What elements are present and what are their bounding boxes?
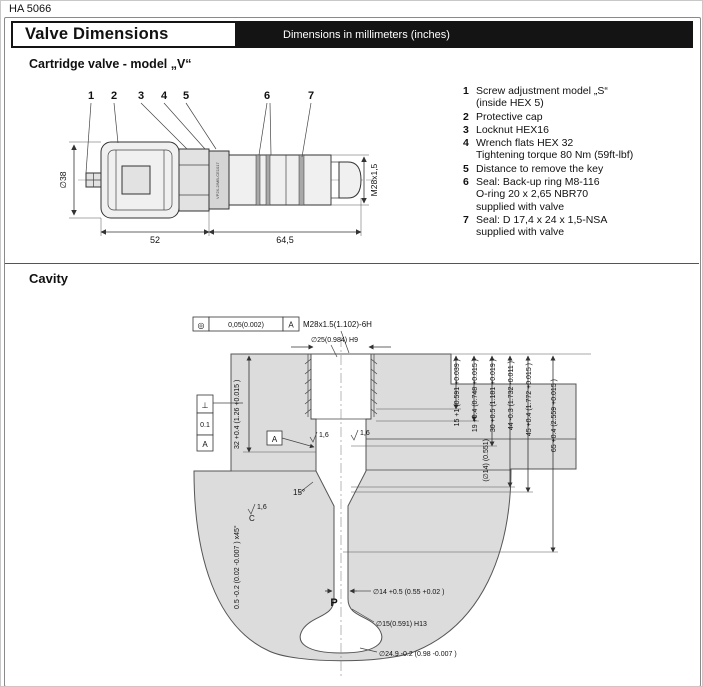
- cavity-drawing: [31, 299, 676, 684]
- legend-item-5: [463, 163, 698, 175]
- dim-d249-label: ∅24.9 -0.2 (0.98 -0.007 ): [379, 651, 457, 658]
- tolerance-symbol: ◎: [197, 321, 205, 330]
- legend-line: Seal: Back-up ring M8-116: [476, 176, 600, 189]
- valve-section-heading: Cartridge valve - model „V“: [29, 57, 192, 71]
- dim-65-label: 65 +0.4 (2.559 +0.015 ): [551, 379, 558, 453]
- dim-15-label: 15 +1 (0.591 +0.039 ): [454, 359, 461, 427]
- legend-item-7: [463, 214, 698, 239]
- tolerance-frame: [193, 317, 299, 331]
- document-code: HA 5066: [9, 3, 52, 15]
- fcf-datum: A: [202, 440, 208, 449]
- legend-text: [476, 137, 633, 162]
- dim-30-label: 30 +0.5 (1.181 +0.019 ): [490, 359, 497, 433]
- dim-d14-ref-label: (∅14) (0.551): [483, 439, 490, 482]
- dim-44-label: 44 -0.3 (1.732 -0.011 ): [508, 361, 515, 431]
- legend-item-6: [463, 176, 698, 213]
- legend-text: [476, 163, 603, 175]
- tolerance-value: 0,05(0.002): [228, 322, 264, 329]
- cavity-thread-label: M28x1.5(1.102)-6H: [303, 320, 372, 329]
- dim-45-label: 45 +0.4 (1.772 +0.015 ): [526, 363, 533, 437]
- legend-line: Wrench flats HEX 32: [476, 137, 574, 150]
- callout-3: 3: [137, 90, 145, 102]
- header-bar: [11, 21, 693, 48]
- chamfer-label: 0.5 -0.2 (0.02 -0.007 ) x45°: [234, 525, 241, 609]
- legend-num: 3: [463, 123, 469, 136]
- dim-d14-label: ∅14 +0.5 (0.55 +0.02 ): [373, 589, 445, 596]
- legend-item-3: [463, 124, 698, 136]
- legend-item-1: [463, 85, 698, 110]
- dim-645-label: 64,5: [276, 235, 294, 245]
- datum-a-label: A: [271, 435, 278, 444]
- legend-line: Tightening torque 80 Nm (59ft-lbf): [476, 149, 634, 162]
- callout-2: 2: [110, 90, 118, 102]
- port-p-label: P: [330, 597, 338, 609]
- legend-num: 5: [463, 162, 469, 175]
- legend-line: O-ring 20 x 2,65 NBR70: [476, 188, 589, 201]
- legend-text: [476, 214, 607, 239]
- legend-line: Locknut HEX16: [476, 123, 549, 136]
- dim-thread-label: M28x1,5: [369, 163, 379, 197]
- callout-5: 5: [182, 90, 190, 102]
- legend-line: supplied with valve: [476, 200, 565, 213]
- letter-c-label: C: [249, 514, 255, 523]
- roughness-1-label: 1,6: [319, 432, 329, 439]
- legend: [463, 85, 698, 240]
- legend-text: [476, 124, 549, 136]
- fcf-value: 0.1: [200, 422, 210, 429]
- roughness-2-label: 1,6: [360, 430, 370, 437]
- callout-6: 6: [263, 90, 271, 102]
- legend-num: 2: [463, 110, 469, 123]
- tolerance-datum: A: [288, 320, 294, 330]
- legend-num: 4: [463, 137, 469, 150]
- valve-marking-label: VP2X-2/MB-CE1017: [215, 162, 220, 199]
- angle-15-label: 15°: [293, 488, 306, 497]
- legend-line: Seal: D 17,4 x 24 x 1,5-NSA: [476, 213, 608, 226]
- dim-52-label: 52: [149, 235, 161, 245]
- legend-line: Distance to remove the key: [476, 162, 604, 175]
- dim-d15-label: ∅15(0.591) H13: [376, 621, 427, 628]
- legend-num: 7: [463, 213, 469, 226]
- legend-line: supplied with valve: [476, 226, 565, 239]
- legend-num: 6: [463, 176, 469, 189]
- page-title: Valve Dimensions: [11, 21, 237, 48]
- cavity-d25-label: ∅25(0.984) H9: [311, 337, 358, 344]
- legend-text: [476, 85, 608, 110]
- legend-line: (inside HEX 5): [476, 97, 544, 110]
- cavity-section-heading: Cavity: [29, 271, 69, 286]
- valve-body-shapes: [86, 142, 361, 218]
- section-divider: [5, 263, 699, 264]
- legend-text: [476, 111, 543, 123]
- callout-1: 1: [87, 90, 95, 102]
- roughness-3-label: 1,6: [257, 504, 267, 511]
- dim-32-label: 32 +0.4 (1.26 +0.015 ): [234, 379, 241, 449]
- legend-text: [476, 176, 600, 213]
- legend-item-4: [463, 137, 698, 162]
- units-note: Dimensions in millimeters (inches): [283, 28, 450, 41]
- callout-4: 4: [160, 90, 168, 102]
- legend-item-2: [463, 111, 698, 123]
- legend-line: Screw adjustment model „S“: [476, 85, 608, 97]
- legend-line: Protective cap: [476, 110, 543, 123]
- dim-19-label: 19 +0.4 (0.748 +0.015 ): [472, 359, 479, 433]
- legend-num: 1: [463, 85, 469, 97]
- valve-drawing: [56, 87, 386, 262]
- dim-d38-label: ∅38: [58, 171, 68, 189]
- callout-7: 7: [307, 90, 315, 102]
- fcf-symbol: ⊥: [201, 401, 209, 410]
